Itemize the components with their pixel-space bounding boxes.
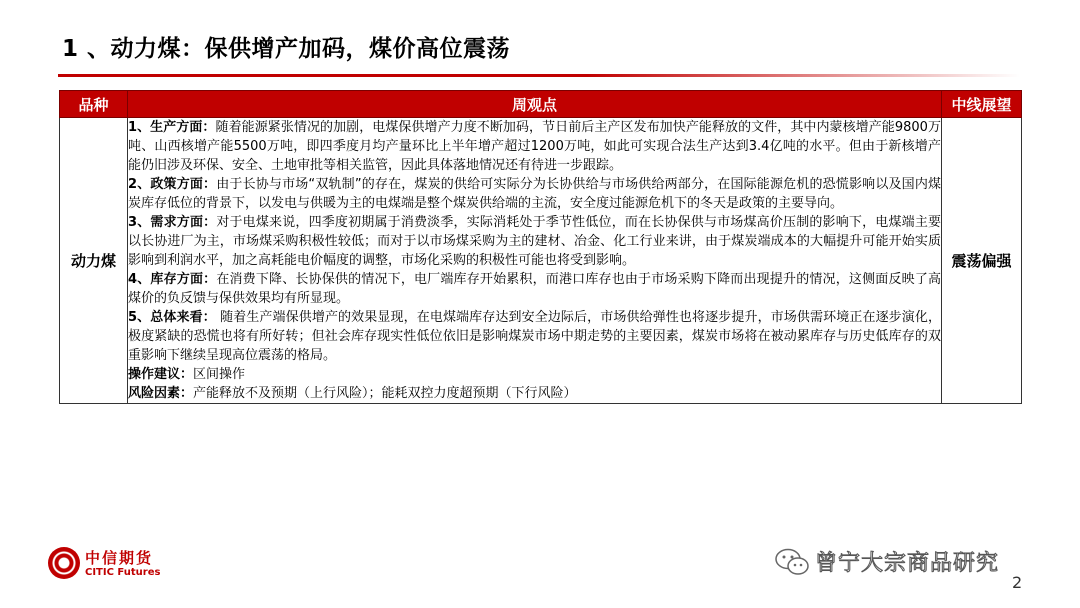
citic-logo-icon [48, 547, 80, 579]
outlook-cell: 震荡偏强 [942, 118, 1022, 404]
paragraph-overall [128, 308, 941, 365]
paragraph-text: 在消费下降、长协保供的情况下，电厂端库存开始累积，而港口库存也由于市场采购下降而出现提升的情况，这侧面反映了高煤价的负反馈与保供效果均有所显现。 [128, 272, 941, 306]
citic-futures-logo [48, 545, 178, 585]
logo-chinese-name: 中信期货 [85, 549, 154, 567]
product-cell: 动力煤 [60, 118, 128, 404]
page-number: 2 [1012, 573, 1023, 592]
paragraph-risk [128, 384, 941, 403]
watermark-text: 曾宁大宗商品研究 [815, 551, 1000, 576]
paragraph-demand [128, 213, 941, 270]
paragraph-label: 风险因素： [128, 386, 194, 401]
paragraph-production [128, 118, 941, 175]
paragraph-text: 产能释放不及预期（上行风险）；能耗双控力度超预期（下行风险） [193, 386, 577, 401]
weekly-view-cell [128, 118, 942, 404]
paragraph-inventory [128, 270, 941, 308]
weekly-view-table [59, 90, 1022, 404]
paragraph-label: 2、政策方面： [128, 177, 217, 192]
logo-english-name: CITIC Futures [85, 567, 161, 578]
page-title: 1 、动力煤：保供增产加码，煤价高位震荡 [62, 36, 511, 62]
paragraph-operation [128, 365, 941, 384]
paragraph-label: 4、库存方面： [128, 272, 217, 287]
paragraph-label: 5、总体来看： [128, 310, 216, 325]
wechat-icon [775, 548, 809, 576]
paragraph-text: 随着生产端保供增产的效果显现，在电煤端库存达到安全边际后，市场供给弹性也将逐步提升，市场供需环境正在逐步演化，极度紧缺的恐慌也将有所好转；但社会库存现实性低位依旧是影响煤炭市场中期走势的主要因素，煤炭市场将在被动累库存与历史低库存的双重影响下继续呈现高位震荡的格局。 [128, 310, 942, 363]
table-row [60, 118, 1022, 404]
paragraph-text: 对于电煤来说，四季度初期属于消费淡季，实际消耗处于季节性低位，而在长协保供与市场煤高价压制的影响下，电煤端主要以长协进厂为主，市场煤采购积极性较低；而对于以市场煤采购为主的建材、冶金、化工行业来讲，由于煤炭端成本的大幅提升可能开始实质影响到利润水平，加之高耗能电价幅度的调整，市场化采购的积极性可能也将受到影响。 [128, 215, 941, 268]
paragraph-text: 区间操作 [193, 367, 246, 382]
paragraph-text: 由于长协与市场“双轨制”的存在，煤炭的供给可实际分为长协供给与市场供给两部分，在国际能源危机的恐慌影响以及国内煤炭库存低位的背景下，以发电与供暖为主的电煤端是整个煤炭供给端的主流，安全度过能源危机下的冬天是政策的主要导向。 [128, 177, 941, 211]
header-weekly-view: 周观点 [128, 91, 942, 118]
title-divider [58, 74, 1020, 77]
paragraph-policy [128, 175, 941, 213]
header-outlook: 中线展望 [942, 91, 1022, 118]
table-header-row [60, 91, 1022, 118]
paragraph-label: 3、需求方面： [128, 215, 217, 230]
header-product: 品种 [60, 91, 128, 118]
paragraph-label: 操作建议： [128, 367, 194, 382]
paragraph-label: 1、生产方面： [128, 120, 216, 135]
paragraph-text: 随着能源紧张情况的加剧，电煤保供增产力度不断加码，节日前后主产区发布加快产能释放的文件，其中内蒙核增产能9800万吨、山西核增产能5500万吨，即四季度月均产量环比上半年增产超过1200万吨，如此可实现合法生产达到3.4亿吨的水平。但由于新核增产能仍旧涉及环保、安全、土地审批等相关监管，因此具体落地情况还有待进一步跟踪。 [128, 120, 941, 173]
